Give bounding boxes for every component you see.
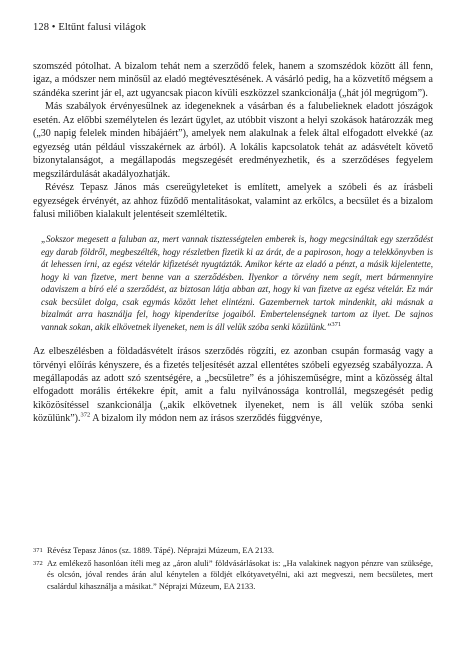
paragraph-1: szomszéd pótolhat. A bizalom tehát nem a szerződő felek, hanem a szomszédok között áll fenn, igaz, a módszer nem minősül az eladó megtévesztésének. A vásárló pedig, ha a közvetítő mégsem a szándéka szerint jár el, azt ugyancsak piacon kívüli eszközzel szankcionálja („hát jól megrúgom”).	[33, 61, 433, 99]
running-title: Eltűnt falusi világok	[58, 22, 147, 33]
footnote-text: Révész Tepasz János (sz. 1889. Tápé). Néprajzi Múzeum, EA 2133.	[47, 546, 275, 555]
footnote-number: 371	[33, 547, 43, 554]
footnote-number: 372	[33, 560, 43, 568]
quote-text: „Sokszor megesett a faluban az, mert vannak tisztességtelen emberek is, hogy megcsináltak egy szerződést egy darab földről, megbeszélték, hogy részletben fizetik ki az árát, de a papiroson, hogy a telekkönyvben is át lehessen írni, az egész vételár kifizetését nyugtázták. Amikor kérte az eladó a pénzt, a másik kijelentette, hogy ki van fizetve, mert benne van a szerződésben. Ilyenkor a törvény nem segít, mert bármennyire odaviszem a bíró elé a szerződést, az biztosan látja abban azt, hogy ki van fizetve az egész vételár. Ez már csak becsület dolga, csak egymás között lehet elintézni. Gazembernek tartok mindenkit, aki másnak a bizalmát arra használja fel, hogy kipenderítse jogaiból. Embertelenségnek tartom az ilyet. De sajnos vannak sokan, akik elkövetnek ilyeneket, nem is áll velük szóba senki közülünk.”	[41, 234, 433, 332]
footnote-text: Az emlékező hasonlóan ítéli meg az „áron aluli” földvásárlásokat is: „Ha valakinek nagyon pénzre van szüksége, és olcsón, jóval rendes árán alul kénytelen a földjét elkótyavetyélni, aki azt megveszi, nem becsületes, mert csalárdul kihasználja a másikat.” Néprajzi Múzeum, EA 2133.	[47, 559, 433, 591]
footnotes	[33, 545, 433, 594]
header-separator: •	[51, 22, 56, 33]
paragraph-4	[33, 345, 433, 426]
footnote-ref-371[interactable]: 371	[331, 320, 342, 328]
running-header	[33, 22, 146, 33]
paragraph-2: Más szabályok érvényesülnek az idegeneknek a vásárban és a falubelieknek eladott jószágok esetén. Az előbbi személytelen és lezárt ügylet, az utóbbit viszont a helyi szokások határozzák meg („30 napig felelek minden hibájáért”), amelyek nem alakulnak a felek által elfogadott elvekké (az egyezség után például visszakérnek az árból). A lokális kapcsolatok tehát az adásvételt követő bizonytalanságot, a megállapodás megszegését eredményezhetik, és a szerződéses fegyelem megszilárdulását akadályozhatják.	[33, 101, 433, 180]
footnote	[33, 545, 433, 556]
page-number: 128	[33, 22, 50, 33]
paragraph-4-text: Az elbeszélésben a földadásvételt írásos szerződés rögzíti, ez azonban csupán formaság vagy a törvényi előírás kényszere, és a fizetés teljesítését azzal ellentétes szóbeli egyezség szabályozza. A megállapodás az adott szó szentségére, a „becsületre” és a jóhiszeműségre, mint a közösség által elfogadott morális értékekre épít, amit a falu nyilvánossága kontrollál, megszegését pedig kiközösítéssel szankcionálja („akik elkövetnek ilyeneket, nem is áll velük szóba senki közülünk”).	[33, 346, 433, 425]
paragraph-4-tail: A bizalom ily módon nem az írásos szerződés függvénye,	[90, 413, 323, 425]
paragraph-3: Révész Tepasz János más csereügyleteket is említett, amelyek a szóbeli és az írásbeli egyezségek érvényét, az ahhoz fűződő mentalitásokat, valamint az erkölcs, a becsület és a bizalom falusi miliőben kialakult jelentéseit szemléltetik.	[33, 182, 433, 220]
main-text	[33, 60, 433, 426]
block-quote	[33, 233, 433, 333]
footnote	[33, 558, 433, 592]
footnote-ref-372[interactable]: 372	[80, 412, 91, 419]
